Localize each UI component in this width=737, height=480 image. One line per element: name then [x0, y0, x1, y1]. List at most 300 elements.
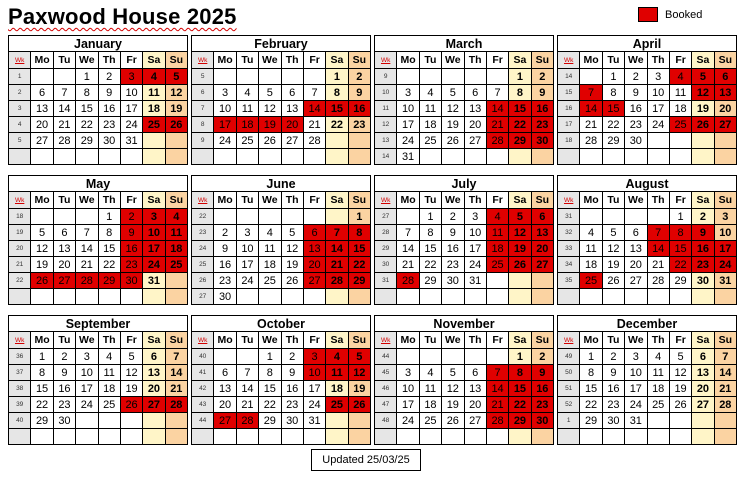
day-cell[interactable]: 18	[419, 397, 441, 413]
day-cell[interactable]: 19	[259, 117, 281, 133]
day-cell[interactable]: 13	[31, 101, 53, 117]
day-cell[interactable]: 3	[120, 69, 142, 85]
day-cell[interactable]: 6	[31, 85, 53, 101]
day-cell[interactable]: 8	[259, 365, 281, 381]
day-cell[interactable]: 12	[602, 241, 624, 257]
day-cell[interactable]: 4	[143, 69, 165, 85]
day-cell[interactable]: 6	[464, 85, 486, 101]
day-cell[interactable]: 14	[76, 241, 98, 257]
day-cell[interactable]: 14	[486, 101, 508, 117]
day-cell[interactable]: 22	[602, 117, 624, 133]
day-cell[interactable]: 5	[120, 349, 142, 365]
day-cell[interactable]: 15	[602, 101, 624, 117]
day-cell[interactable]: 7	[165, 349, 187, 365]
day-cell[interactable]: 12	[442, 381, 464, 397]
day-cell[interactable]: 30	[53, 413, 75, 429]
day-cell[interactable]: 26	[120, 397, 142, 413]
day-cell[interactable]: 21	[580, 117, 602, 133]
day-cell[interactable]: 4	[259, 225, 281, 241]
day-cell[interactable]: 5	[259, 85, 281, 101]
day-cell[interactable]: 25	[669, 117, 691, 133]
day-cell[interactable]: 19	[669, 381, 691, 397]
day-cell[interactable]: 21	[76, 257, 98, 273]
day-cell[interactable]: 17	[120, 101, 142, 117]
day-cell[interactable]: 6	[53, 225, 75, 241]
day-cell[interactable]: 24	[236, 273, 258, 289]
day-cell[interactable]: 20	[53, 257, 75, 273]
day-cell[interactable]: 19	[602, 257, 624, 273]
day-cell[interactable]: 5	[442, 365, 464, 381]
day-cell[interactable]: 25	[143, 117, 165, 133]
day-cell[interactable]: 17	[647, 101, 669, 117]
day-cell[interactable]: 23	[625, 117, 647, 133]
day-cell[interactable]: 13	[531, 225, 553, 241]
day-cell[interactable]: 3	[214, 85, 236, 101]
day-cell[interactable]: 9	[531, 365, 553, 381]
day-cell[interactable]: 8	[509, 85, 531, 101]
day-cell[interactable]: 30	[442, 273, 464, 289]
day-cell[interactable]: 11	[580, 241, 602, 257]
day-cell[interactable]: 15	[580, 381, 602, 397]
day-cell[interactable]: 25	[647, 397, 669, 413]
day-cell[interactable]: 1	[76, 69, 98, 85]
day-cell[interactable]: 29	[348, 273, 370, 289]
day-cell[interactable]: 16	[692, 241, 714, 257]
day-cell[interactable]: 1	[509, 349, 531, 365]
day-cell[interactable]: 12	[259, 101, 281, 117]
day-cell[interactable]: 29	[580, 413, 602, 429]
day-cell[interactable]: 6	[464, 365, 486, 381]
day-cell[interactable]: 9	[692, 225, 714, 241]
day-cell[interactable]: 2	[53, 349, 75, 365]
day-cell[interactable]: 13	[303, 241, 325, 257]
day-cell[interactable]: 2	[625, 69, 647, 85]
day-cell[interactable]: 1	[580, 349, 602, 365]
day-cell[interactable]: 27	[303, 273, 325, 289]
day-cell[interactable]: 3	[76, 349, 98, 365]
day-cell[interactable]: 16	[348, 101, 370, 117]
day-cell[interactable]: 18	[647, 381, 669, 397]
day-cell[interactable]: 22	[580, 397, 602, 413]
day-cell[interactable]: 26	[281, 273, 303, 289]
day-cell[interactable]: 9	[214, 241, 236, 257]
day-cell[interactable]: 13	[692, 365, 714, 381]
day-cell[interactable]: 15	[326, 101, 348, 117]
day-cell[interactable]: 16	[120, 241, 142, 257]
day-cell[interactable]: 2	[120, 209, 142, 225]
day-cell[interactable]: 31	[120, 133, 142, 149]
day-cell[interactable]: 20	[214, 397, 236, 413]
day-cell[interactable]: 2	[531, 349, 553, 365]
day-cell[interactable]: 24	[397, 413, 419, 429]
day-cell[interactable]: 10	[714, 225, 736, 241]
day-cell[interactable]: 23	[442, 257, 464, 273]
day-cell[interactable]: 27	[214, 413, 236, 429]
day-cell[interactable]: 12	[348, 365, 370, 381]
day-cell[interactable]: 31	[303, 413, 325, 429]
day-cell[interactable]: 16	[53, 381, 75, 397]
day-cell[interactable]: 21	[397, 257, 419, 273]
day-cell[interactable]: 15	[76, 101, 98, 117]
day-cell[interactable]: 9	[281, 365, 303, 381]
day-cell[interactable]: 28	[165, 397, 187, 413]
day-cell[interactable]: 25	[236, 133, 258, 149]
day-cell[interactable]: 21	[53, 117, 75, 133]
day-cell[interactable]: 6	[625, 225, 647, 241]
day-cell[interactable]: 7	[397, 225, 419, 241]
day-cell[interactable]: 16	[531, 381, 553, 397]
day-cell[interactable]: 31	[143, 273, 165, 289]
day-cell[interactable]: 12	[692, 85, 714, 101]
day-cell[interactable]: 20	[714, 101, 736, 117]
day-cell[interactable]: 4	[419, 365, 441, 381]
day-cell[interactable]: 2	[214, 225, 236, 241]
day-cell[interactable]: 18	[165, 241, 187, 257]
day-cell[interactable]: 26	[348, 397, 370, 413]
day-cell[interactable]: 4	[236, 85, 258, 101]
day-cell[interactable]: 12	[442, 101, 464, 117]
day-cell[interactable]: 30	[98, 133, 120, 149]
day-cell[interactable]: 11	[326, 365, 348, 381]
day-cell[interactable]: 5	[281, 225, 303, 241]
day-cell[interactable]: 18	[143, 101, 165, 117]
day-cell[interactable]: 9	[602, 365, 624, 381]
day-cell[interactable]: 19	[442, 397, 464, 413]
day-cell[interactable]: 29	[76, 133, 98, 149]
day-cell[interactable]: 12	[509, 225, 531, 241]
day-cell[interactable]: 7	[647, 225, 669, 241]
day-cell[interactable]: 17	[303, 381, 325, 397]
day-cell[interactable]: 8	[509, 365, 531, 381]
day-cell[interactable]: 7	[486, 85, 508, 101]
day-cell[interactable]: 21	[303, 117, 325, 133]
day-cell[interactable]: 25	[419, 133, 441, 149]
day-cell[interactable]: 19	[692, 101, 714, 117]
day-cell[interactable]: 9	[531, 85, 553, 101]
day-cell[interactable]: 2	[98, 69, 120, 85]
day-cell[interactable]: 2	[348, 69, 370, 85]
day-cell[interactable]: 4	[486, 209, 508, 225]
day-cell[interactable]: 15	[509, 381, 531, 397]
day-cell[interactable]: 5	[442, 85, 464, 101]
day-cell[interactable]: 22	[326, 117, 348, 133]
day-cell[interactable]: 8	[348, 225, 370, 241]
day-cell[interactable]: 24	[214, 133, 236, 149]
day-cell[interactable]: 11	[165, 225, 187, 241]
day-cell[interactable]: 7	[486, 365, 508, 381]
day-cell[interactable]: 14	[714, 365, 736, 381]
day-cell[interactable]: 28	[486, 133, 508, 149]
day-cell[interactable]: 3	[303, 349, 325, 365]
day-cell[interactable]: 20	[531, 241, 553, 257]
day-cell[interactable]: 10	[464, 225, 486, 241]
day-cell[interactable]: 9	[120, 225, 142, 241]
day-cell[interactable]: 12	[165, 85, 187, 101]
day-cell[interactable]: 10	[214, 101, 236, 117]
day-cell[interactable]: 25	[580, 273, 602, 289]
day-cell[interactable]: 17	[714, 241, 736, 257]
day-cell[interactable]: 24	[303, 397, 325, 413]
day-cell[interactable]: 17	[236, 257, 258, 273]
day-cell[interactable]: 30	[531, 413, 553, 429]
day-cell[interactable]: 7	[714, 349, 736, 365]
day-cell[interactable]: 3	[647, 69, 669, 85]
day-cell[interactable]: 22	[76, 117, 98, 133]
day-cell[interactable]: 31	[714, 273, 736, 289]
day-cell[interactable]: 15	[509, 101, 531, 117]
day-cell[interactable]: 15	[669, 241, 691, 257]
day-cell[interactable]: 22	[509, 397, 531, 413]
day-cell[interactable]: 19	[509, 241, 531, 257]
day-cell[interactable]: 17	[214, 117, 236, 133]
day-cell[interactable]: 3	[714, 209, 736, 225]
day-cell[interactable]: 6	[214, 365, 236, 381]
day-cell[interactable]: 22	[509, 117, 531, 133]
day-cell[interactable]: 28	[326, 273, 348, 289]
day-cell[interactable]: 9	[98, 85, 120, 101]
day-cell[interactable]: 7	[303, 85, 325, 101]
day-cell[interactable]: 23	[214, 273, 236, 289]
day-cell[interactable]: 14	[236, 381, 258, 397]
day-cell[interactable]: 21	[326, 257, 348, 273]
day-cell[interactable]: 1	[98, 209, 120, 225]
day-cell[interactable]: 18	[259, 257, 281, 273]
day-cell[interactable]: 26	[509, 257, 531, 273]
day-cell[interactable]: 4	[669, 69, 691, 85]
day-cell[interactable]: 25	[165, 257, 187, 273]
day-cell[interactable]: 22	[669, 257, 691, 273]
day-cell[interactable]: 24	[647, 117, 669, 133]
day-cell[interactable]: 6	[303, 225, 325, 241]
day-cell[interactable]: 25	[259, 273, 281, 289]
day-cell[interactable]: 27	[281, 133, 303, 149]
day-cell[interactable]: 11	[98, 365, 120, 381]
day-cell[interactable]: 8	[419, 225, 441, 241]
day-cell[interactable]: 26	[692, 117, 714, 133]
day-cell[interactable]: 6	[531, 209, 553, 225]
day-cell[interactable]: 21	[486, 397, 508, 413]
day-cell[interactable]: 12	[281, 241, 303, 257]
day-cell[interactable]: 24	[397, 133, 419, 149]
day-cell[interactable]: 7	[326, 225, 348, 241]
day-cell[interactable]: 31	[464, 273, 486, 289]
day-cell[interactable]: 13	[714, 85, 736, 101]
day-cell[interactable]: 25	[419, 413, 441, 429]
day-cell[interactable]: 28	[303, 133, 325, 149]
day-cell[interactable]: 29	[509, 133, 531, 149]
day-cell[interactable]: 24	[120, 117, 142, 133]
day-cell[interactable]: 26	[442, 413, 464, 429]
day-cell[interactable]: 27	[464, 413, 486, 429]
day-cell[interactable]: 20	[31, 117, 53, 133]
day-cell[interactable]: 5	[509, 209, 531, 225]
day-cell[interactable]: 31	[625, 413, 647, 429]
day-cell[interactable]: 11	[669, 85, 691, 101]
day-cell[interactable]: 7	[53, 85, 75, 101]
day-cell[interactable]: 26	[31, 273, 53, 289]
day-cell[interactable]: 23	[98, 117, 120, 133]
day-cell[interactable]: 8	[76, 85, 98, 101]
day-cell[interactable]: 24	[464, 257, 486, 273]
day-cell[interactable]: 7	[76, 225, 98, 241]
day-cell[interactable]: 17	[76, 381, 98, 397]
day-cell[interactable]: 2	[531, 69, 553, 85]
day-cell[interactable]: 6	[281, 85, 303, 101]
day-cell[interactable]: 19	[281, 257, 303, 273]
day-cell[interactable]: 15	[419, 241, 441, 257]
day-cell[interactable]: 19	[348, 381, 370, 397]
day-cell[interactable]: 28	[580, 133, 602, 149]
day-cell[interactable]: 21	[165, 381, 187, 397]
day-cell[interactable]: 3	[397, 365, 419, 381]
day-cell[interactable]: 10	[236, 241, 258, 257]
day-cell[interactable]: 16	[442, 241, 464, 257]
day-cell[interactable]: 18	[326, 381, 348, 397]
day-cell[interactable]: 6	[714, 69, 736, 85]
day-cell[interactable]: 5	[165, 69, 187, 85]
day-cell[interactable]: 27	[53, 273, 75, 289]
day-cell[interactable]: 20	[625, 257, 647, 273]
day-cell[interactable]: 25	[326, 397, 348, 413]
day-cell[interactable]: 9	[348, 85, 370, 101]
day-cell[interactable]: 5	[31, 225, 53, 241]
day-cell[interactable]: 27	[531, 257, 553, 273]
day-cell[interactable]: 30	[281, 413, 303, 429]
day-cell[interactable]: 15	[31, 381, 53, 397]
day-cell[interactable]: 10	[397, 381, 419, 397]
day-cell[interactable]: 20	[281, 117, 303, 133]
day-cell[interactable]: 10	[397, 101, 419, 117]
day-cell[interactable]: 11	[419, 101, 441, 117]
day-cell[interactable]: 4	[580, 225, 602, 241]
day-cell[interactable]: 26	[259, 133, 281, 149]
day-cell[interactable]: 20	[464, 117, 486, 133]
day-cell[interactable]: 23	[281, 397, 303, 413]
day-cell[interactable]: 1	[419, 209, 441, 225]
day-cell[interactable]: 8	[31, 365, 53, 381]
day-cell[interactable]: 29	[509, 413, 531, 429]
day-cell[interactable]: 30	[602, 413, 624, 429]
day-cell[interactable]: 28	[397, 273, 419, 289]
day-cell[interactable]: 30	[692, 273, 714, 289]
day-cell[interactable]: 13	[143, 365, 165, 381]
day-cell[interactable]: 5	[692, 69, 714, 85]
day-cell[interactable]: 14	[486, 381, 508, 397]
day-cell[interactable]: 23	[692, 257, 714, 273]
day-cell[interactable]: 27	[625, 273, 647, 289]
day-cell[interactable]: 5	[602, 225, 624, 241]
day-cell[interactable]: 22	[259, 397, 281, 413]
day-cell[interactable]: 29	[602, 133, 624, 149]
day-cell[interactable]: 1	[669, 209, 691, 225]
day-cell[interactable]: 28	[647, 273, 669, 289]
day-cell[interactable]: 2	[602, 349, 624, 365]
day-cell[interactable]: 25	[98, 397, 120, 413]
day-cell[interactable]: 8	[326, 85, 348, 101]
day-cell[interactable]: 10	[625, 365, 647, 381]
day-cell[interactable]: 18	[580, 257, 602, 273]
day-cell[interactable]: 23	[120, 257, 142, 273]
day-cell[interactable]: 11	[419, 381, 441, 397]
day-cell[interactable]: 19	[31, 257, 53, 273]
day-cell[interactable]: 13	[281, 101, 303, 117]
day-cell[interactable]: 4	[98, 349, 120, 365]
day-cell[interactable]: 10	[303, 365, 325, 381]
day-cell[interactable]: 3	[143, 209, 165, 225]
day-cell[interactable]: 20	[692, 381, 714, 397]
day-cell[interactable]: 28	[486, 413, 508, 429]
day-cell[interactable]: 16	[625, 101, 647, 117]
day-cell[interactable]: 22	[31, 397, 53, 413]
day-cell[interactable]: 17	[464, 241, 486, 257]
day-cell[interactable]: 11	[259, 241, 281, 257]
day-cell[interactable]: 29	[31, 413, 53, 429]
day-cell[interactable]: 10	[143, 225, 165, 241]
day-cell[interactable]: 11	[236, 101, 258, 117]
day-cell[interactable]: 27	[31, 133, 53, 149]
day-cell[interactable]: 21	[486, 117, 508, 133]
day-cell[interactable]: 23	[53, 397, 75, 413]
day-cell[interactable]: 9	[53, 365, 75, 381]
day-cell[interactable]: 17	[143, 241, 165, 257]
day-cell[interactable]: 24	[625, 397, 647, 413]
day-cell[interactable]: 10	[76, 365, 98, 381]
day-cell[interactable]: 1	[31, 349, 53, 365]
day-cell[interactable]: 29	[419, 273, 441, 289]
day-cell[interactable]: 1	[259, 349, 281, 365]
day-cell[interactable]: 11	[647, 365, 669, 381]
day-cell[interactable]: 21	[236, 397, 258, 413]
day-cell[interactable]: 19	[120, 381, 142, 397]
day-cell[interactable]: 28	[53, 133, 75, 149]
day-cell[interactable]: 9	[625, 85, 647, 101]
day-cell[interactable]: 4	[419, 85, 441, 101]
day-cell[interactable]: 4	[647, 349, 669, 365]
day-cell[interactable]: 26	[442, 133, 464, 149]
day-cell[interactable]: 30	[120, 273, 142, 289]
day-cell[interactable]: 1	[509, 69, 531, 85]
day-cell[interactable]: 12	[669, 365, 691, 381]
day-cell[interactable]: 26	[669, 397, 691, 413]
day-cell[interactable]: 18	[419, 117, 441, 133]
day-cell[interactable]: 3	[625, 349, 647, 365]
day-cell[interactable]: 8	[602, 85, 624, 101]
day-cell[interactable]: 1	[348, 209, 370, 225]
day-cell[interactable]: 28	[236, 413, 258, 429]
day-cell[interactable]: 29	[259, 413, 281, 429]
day-cell[interactable]: 22	[348, 257, 370, 273]
day-cell[interactable]: 3	[397, 85, 419, 101]
day-cell[interactable]: 23	[602, 397, 624, 413]
day-cell[interactable]: 20	[143, 381, 165, 397]
day-cell[interactable]: 8	[580, 365, 602, 381]
day-cell[interactable]: 13	[53, 241, 75, 257]
day-cell[interactable]: 7	[236, 365, 258, 381]
day-cell[interactable]: 5	[669, 349, 691, 365]
day-cell[interactable]: 1	[326, 69, 348, 85]
day-cell[interactable]: 26	[602, 273, 624, 289]
day-cell[interactable]: 14	[326, 241, 348, 257]
day-cell[interactable]: 7	[580, 85, 602, 101]
day-cell[interactable]: 28	[714, 397, 736, 413]
day-cell[interactable]: 19	[165, 101, 187, 117]
day-cell[interactable]: 3	[464, 209, 486, 225]
day-cell[interactable]: 14	[303, 101, 325, 117]
day-cell[interactable]: 8	[98, 225, 120, 241]
day-cell[interactable]: 13	[214, 381, 236, 397]
day-cell[interactable]: 20	[303, 257, 325, 273]
day-cell[interactable]: 24	[76, 397, 98, 413]
